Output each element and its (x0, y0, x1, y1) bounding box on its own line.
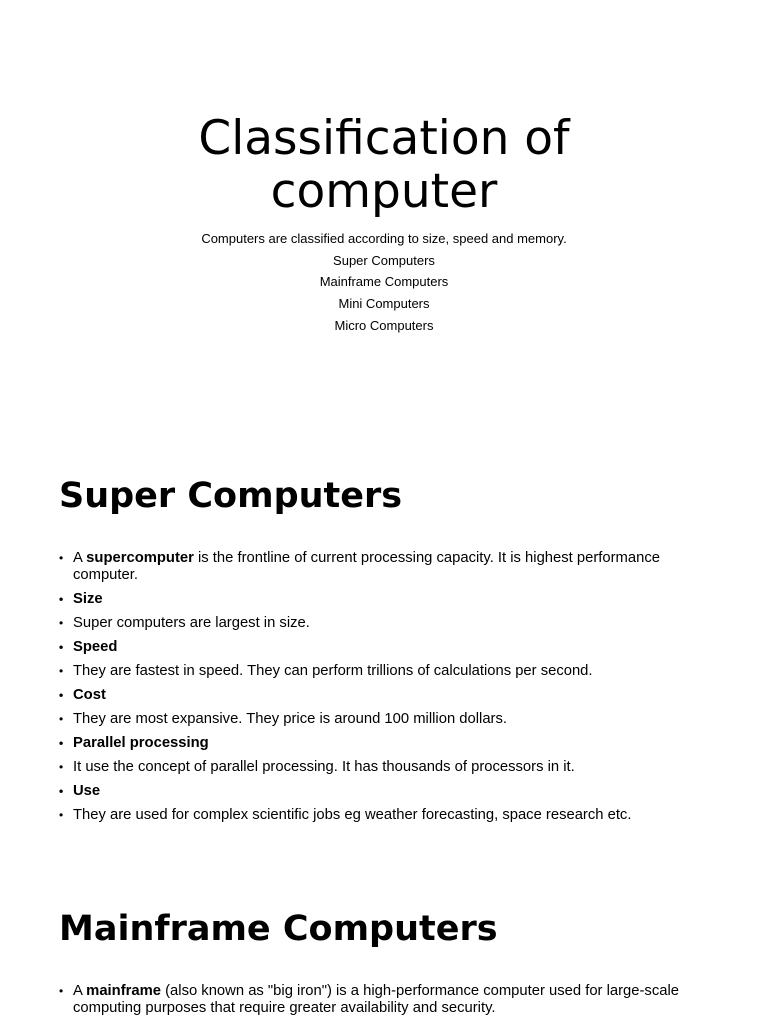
bullet-icon: • (59, 784, 64, 798)
intro-prefix: A (73, 983, 87, 999)
subtitle-line: Mainframe Computers (319, 274, 449, 290)
item-text: Cost (73, 687, 106, 703)
intro-term: mainframe (86, 983, 162, 999)
list-item (59, 663, 709, 680)
list-item (59, 711, 709, 728)
item-text: They are most expansive. They price is around 100 million dollars. (73, 711, 507, 727)
intro-text: is the frontline of current processing capacity. It is highest performance computer. (73, 550, 660, 583)
item-text: Parallel processing (73, 735, 209, 751)
subtitle-line: Mini Computers (338, 296, 430, 312)
intro-term: supercomputer (86, 550, 194, 566)
mainframe-computers-list (59, 983, 709, 1017)
bullet-icon: • (59, 551, 64, 565)
list-item (59, 807, 709, 824)
bullet-icon: • (59, 592, 64, 606)
item-text: Size (73, 591, 103, 607)
subtitle-line: Computers are classified according to size, speed and memory. (201, 231, 567, 246)
list-item (59, 615, 709, 632)
bullet-icon: • (59, 688, 64, 702)
title-line-1: Classification of (198, 111, 570, 166)
item-text: Speed (73, 639, 118, 655)
bullet-icon: • (59, 616, 64, 630)
list-item (59, 735, 709, 752)
slide-title (0, 112, 768, 218)
list-item (59, 639, 709, 656)
subtitle-line: Super Computers (333, 252, 435, 268)
bullet-icon: • (59, 736, 64, 750)
list-item (59, 591, 709, 608)
intro-text: (also known as "big iron") is a high-performance computer used for large-scale computing purposes that require greater availability and security. (73, 983, 679, 1016)
item-text: They are used for complex scientific jobs eg weather forecasting, space research etc. (73, 807, 632, 823)
super-computers-heading: Super Computers (59, 476, 403, 516)
bullet-icon: • (59, 640, 64, 654)
bullet-icon: • (59, 984, 64, 998)
bullet-icon: • (59, 712, 64, 726)
slide-subtitle (0, 228, 768, 337)
intro-prefix: A (73, 550, 87, 566)
bullet-icon: • (59, 760, 64, 774)
list-item (59, 783, 709, 800)
list-item (59, 687, 709, 704)
item-text: Use (73, 783, 101, 799)
title-line-2: computer (270, 164, 498, 219)
mainframe-computers-heading: Mainframe Computers (59, 909, 498, 949)
super-computers-list (59, 550, 709, 824)
list-item (59, 550, 709, 584)
item-text: They are fastest in speed. They can perform trillions of calculations per second. (73, 663, 593, 679)
item-text: It use the concept of parallel processing. It has thousands of processors in it. (73, 759, 575, 775)
bullet-icon: • (59, 664, 64, 678)
item-text: Super computers are largest in size. (73, 615, 310, 631)
list-item (59, 759, 709, 776)
bullet-icon: • (59, 808, 64, 822)
subtitle-line: Micro Computers (334, 317, 434, 333)
list-item (59, 983, 709, 1017)
